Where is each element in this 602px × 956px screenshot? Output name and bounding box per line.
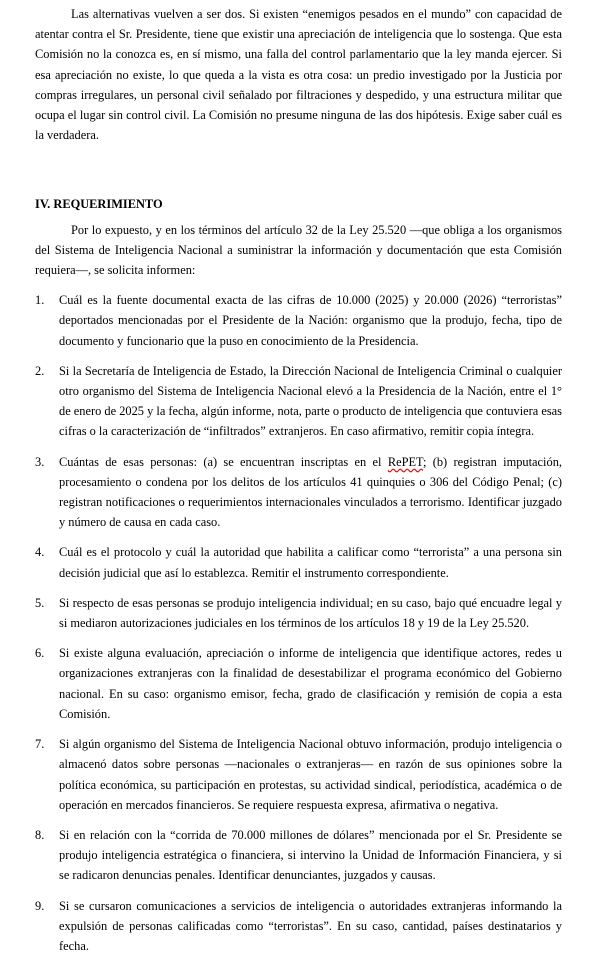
- item-number: 6.: [35, 646, 45, 661]
- item-number: 1.: [35, 293, 45, 308]
- list-item: [35, 825, 562, 886]
- item-text-part: Cuántas de esas personas: (a) se encuentran inscriptas en el: [59, 454, 388, 469]
- item-number: 5.: [35, 595, 45, 610]
- item-number: 4.: [35, 545, 45, 560]
- item-text: [59, 452, 562, 533]
- list-item: [35, 290, 562, 351]
- section-heading: IV. REQUERIMIENTO: [35, 197, 163, 212]
- item-text: Si se cursaron comunicaciones a servicios de inteligencia o autoridades extranjeras informando la expulsión de personas calificadas como “terroristas”. En su caso, cantidad, países destinatarios y fecha.: [59, 898, 562, 953]
- item-number: 2.: [35, 363, 45, 378]
- list-item: [35, 734, 562, 815]
- requirements-list: [35, 290, 562, 956]
- item-number: 9.: [35, 898, 45, 913]
- item-number: 3.: [35, 454, 45, 469]
- spellcheck-marked-word: RePET: [387, 454, 423, 469]
- item-text: Si existe alguna evaluación, apreciación o informe de inteligencia que identifique actores, redes u organizaciones extranjeras con la finalidad de desestabilizar el programa económico del Gobierno nacional. En su caso: organismo emisor, fecha, grado de clasificación y remisión de copia a esta Comisión.: [59, 646, 562, 721]
- item-text: Si en relación con la “corrida de 70.000 millones de dólares” mencionada por el Sr. Presidente se produjo inteligencia estratégica o financiera, si intervino la Unidad de Información Financiera, y si se radicaron denuncias penales. Identificar denunciantes, juzgados y causas.: [59, 827, 562, 883]
- list-item: [35, 452, 562, 533]
- item-text: Si la Secretaría de Inteligencia de Estado, la Dirección Nacional de Inteligencia Criminal o cualquier otro organismo del Sistema de Inteligencia Nacional elevó a la Presidencia de la Nación, entre el 1° de enero de 2025 y la fecha, algún informe, nota, parte o producto de inteligencia que contuviera esas cifras o la caracterización de “infiltrados” extranjeros. En caso afirmativo, remitir copia íntegra.: [59, 363, 563, 439]
- list-item: [35, 593, 562, 633]
- requerimiento-intro: Por lo expuesto, y en los términos del artículo 32 de la Ley 25.520 —que obliga a los organismos del Sistema de Inteligencia Nacional a suministrar la información y documentación que esta Comisión requiera—, se solicita informen:: [35, 222, 562, 278]
- list-item: [35, 643, 562, 724]
- list-item: [35, 542, 562, 582]
- list-item: [35, 361, 562, 442]
- item-text: Si algún organismo del Sistema de Inteligencia Nacional obtuvo información, produjo inteligencia o almacenó datos sobre personas —nacionales o extranjeras— en razón de sus opiniones sobre la política económica, su participación en protestas, su actividad sindical, periodística, académica o de operación en mercados financieros. Se requiere respuesta expresa, afirmativa o negativa.: [59, 737, 562, 812]
- item-number: 8.: [35, 827, 45, 842]
- item-text: Cuál es la fuente documental exacta de las cifras de 10.000 (2025) y 20.000 (2026) “terroristas” deportados mencionadas por el Presidente de la Nación: organismo que la produjo, fecha, tipo de documento y funcionario que la puso en conocimiento de la Presidencia.: [59, 293, 562, 348]
- closing-paragraph: Las alternativas vuelven a ser dos. Si existen “enemigos pesados en el mundo” con capacidad de atentar contra el Sr. Presidente, tiene que existir una apreciación de inteligencia que lo sostenga. Que esta Comisión no la conozca es, en sí mismo, una falla del control parlamentario que la ley manda ejercer. Si esa apreciación no existe, lo que queda a la vista es otra cosa: un predio investigado por la Justicia por compras irregulares, un personal civil señalado por filtraciones y despedido, y una estructura militar que ocupa el lugar sin control civil. La Comisión no presume ninguna de las dos hipótesis. Exige saber cuál es la verdadera.: [35, 7, 562, 143]
- item-text: Si respecto de esas personas se produjo inteligencia individual; en su caso, bajo qué encuadre legal y si mediaron autorizaciones judiciales en los términos de los artículos 18 y 19 de la Ley 25.520.: [59, 595, 562, 631]
- item-text-part: ; (b) registran imputación, procesamiento o condena por los delitos de los artículos 41 quinquies o 306 del Código Penal; (c) registran notificaciones o requerimientos internacionales vinculados a terrorismo. Identificar juzgado y número de causa en cada caso.: [59, 454, 562, 530]
- item-text: Cuál es el protocolo y cuál la autoridad que habilita a calificar como “terrorista” a una persona sin decisión judicial que así lo establezca. Remitir el instrumento correspondiente.: [59, 545, 562, 580]
- list-item: [35, 896, 562, 956]
- item-number: 7.: [35, 737, 45, 752]
